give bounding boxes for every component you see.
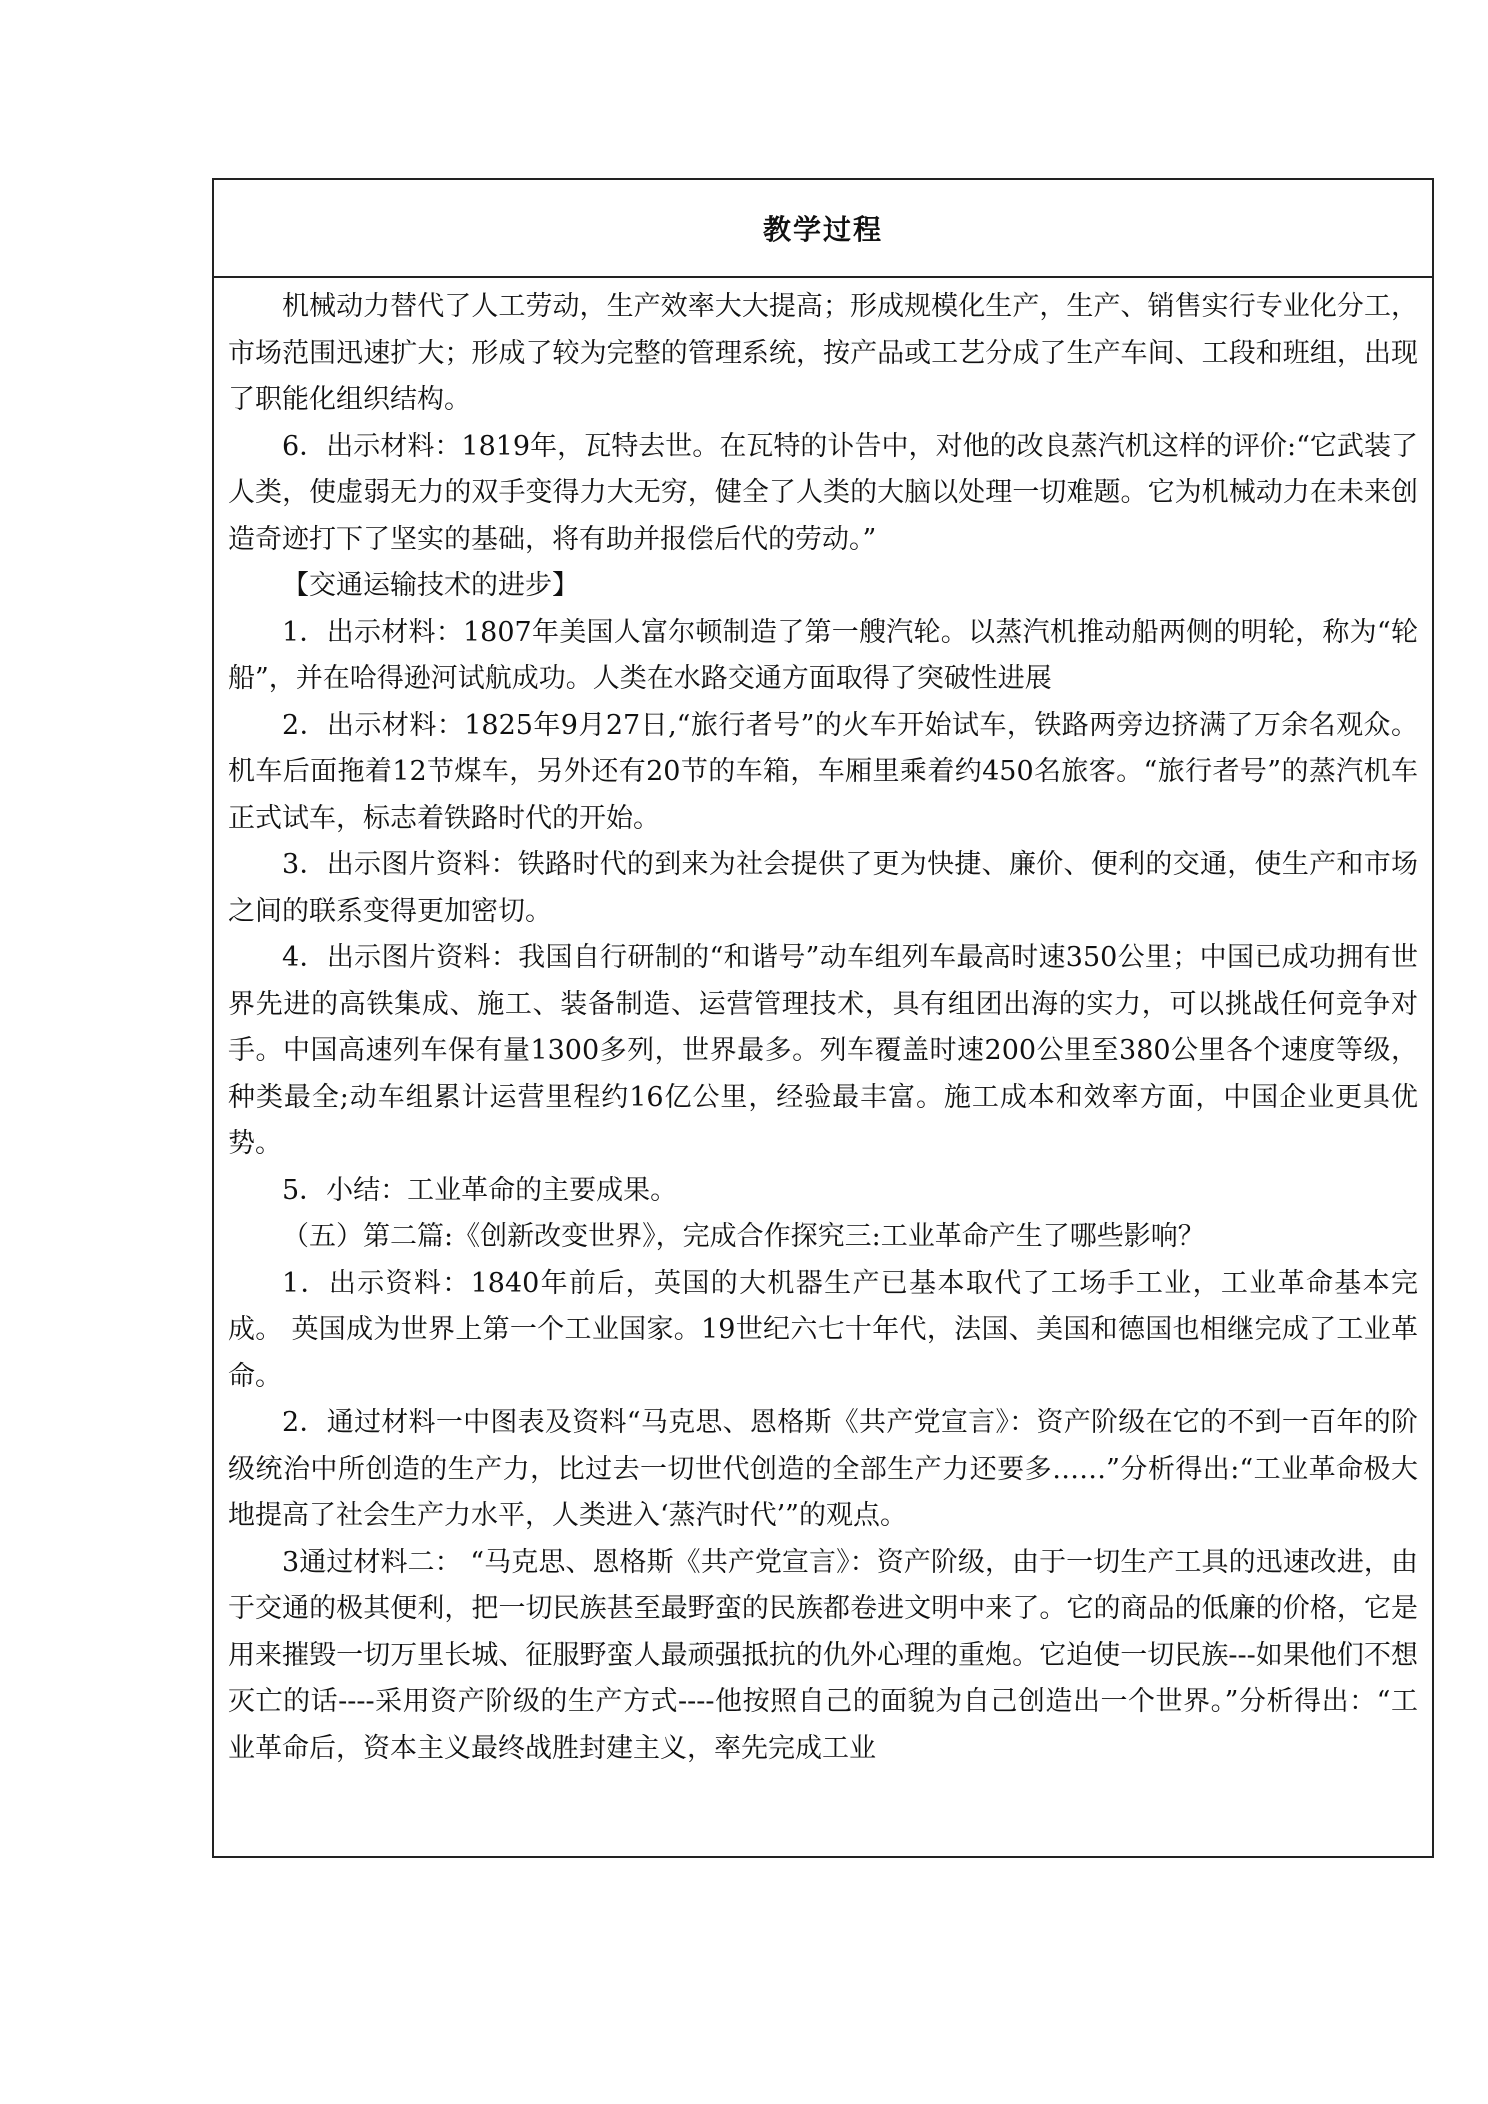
- paragraph-high-speed-rail: 4．出示图片资料：我国自行研制的“和谐号”动车组列车最高时速350公里；中国已成功拥有世界先进的高铁集成、施工、装备制造、运营管理技术，具有组团出海的实力，可以挑战任何竞争对手。中国高速列车保有量1300多列，世界最多。列车覆盖时速200公里至380公里各个速度等级，种类最全;动车组累计运营里程约16亿公里，经验最丰富。施工成本和效率方面，中国企业更具优势。: [228, 942, 1418, 1159]
- paragraph-fulton-steamboat: 1．出示材料：1807年美国人富尔顿制造了第一艘汽轮。以蒸汽机推动船两侧的明轮，称为“轮船”，并在哈得逊河试航成功。人类在水路交通方面取得了突破性进展: [228, 616, 1418, 694]
- table-header: [214, 180, 1432, 278]
- paragraph-summary: 5．小结：工业革命的主要成果。: [282, 1174, 678, 1206]
- paragraph-part-five: （五）第二篇:《创新改变世界》，完成合作探究三:工业革命产生了哪些影响？: [282, 1221, 1205, 1252]
- paragraph-britain-industrial: 1．出示资料：1840年前后，英国的大机器生产已基本取代了工场手工业，工业革命基本完成。 英国成为世界上第一个工业国家。19世纪六七十年代，法国、美国和德国也相继完成了工业革命。: [228, 1267, 1418, 1392]
- table-body: [214, 278, 1432, 1772]
- paragraph-watt-obituary: 6．出示材料：1819年，瓦特去世。在瓦特的讣告中，对他的改良蒸汽机这样的评价:“它武装了人类，使虚弱无力的双手变得力大无穷，健全了人类的大脑以处理一切难题。它为机械动力在未来创造奇迹打下了坚实的基础，将有助并报偿后代的劳动。”: [228, 430, 1418, 555]
- table-title: 教学过程: [762, 213, 883, 246]
- lesson-table: [212, 178, 1434, 1858]
- paragraph-locomotion-train: 2．出示材料：1825年9月27日,“旅行者号”的火车开始试车，铁路两旁边挤满了万余名观众。机车后面拖着12节煤车，另外还有20节的车箱，车厢里乘着约450名旅客。“旅行者号”的蒸汽机车正式试车，标志着铁路时代的开始。: [228, 709, 1418, 834]
- paragraph-material-two: 3通过材料二： “马克思、恩格斯《共产党宣言》：资产阶级，由于一切生产工具的迅速改进，由于交通的极其便利，把一切民族甚至最野蛮的民族都卷进文明中来了。它的商品的低廉的价格，它是用来摧毁一切万里长城、征服野蛮人最顽强抵抗的仇外心理的重炮。它迫使一切民族---如果他们不想灭亡的话----采用资产阶级的生产方式----他按照自己的面貌为自己创造出一个世界。”分析得出：“工业革命后，资本主义最终战胜封建主义，率先完成工业: [228, 1546, 1418, 1764]
- paragraph-mechanical-power: 机械动力替代了人工劳动，生产效率大大提高；形成规模化生产，生产、销售实行专业化分工，市场范围迅速扩大；形成了较为完整的管理系统，按产品或工艺分成了生产车间、工段和班组，出现了职能化组织结构。: [228, 291, 1418, 415]
- paragraph-material-one: 2．通过材料一中图表及资料“马克思、恩格斯《共产党宣言》：资产阶级在它的不到一百年的阶级统治中所创造的生产力，比过去一切世代创造的全部生产力还要多……”分析得出:“工业革命极大地提高了社会生产力水平，人类进入‘蒸汽时代’”的观点。: [228, 1407, 1418, 1531]
- paragraph-railway-era: 3．出示图片资料：铁路时代的到来为社会提供了更为快捷、廉价、便利的交通，使生产和市场之间的联系变得更加密切。: [228, 849, 1418, 927]
- section-heading-transport: 【交通运输技术的进步】: [282, 570, 579, 601]
